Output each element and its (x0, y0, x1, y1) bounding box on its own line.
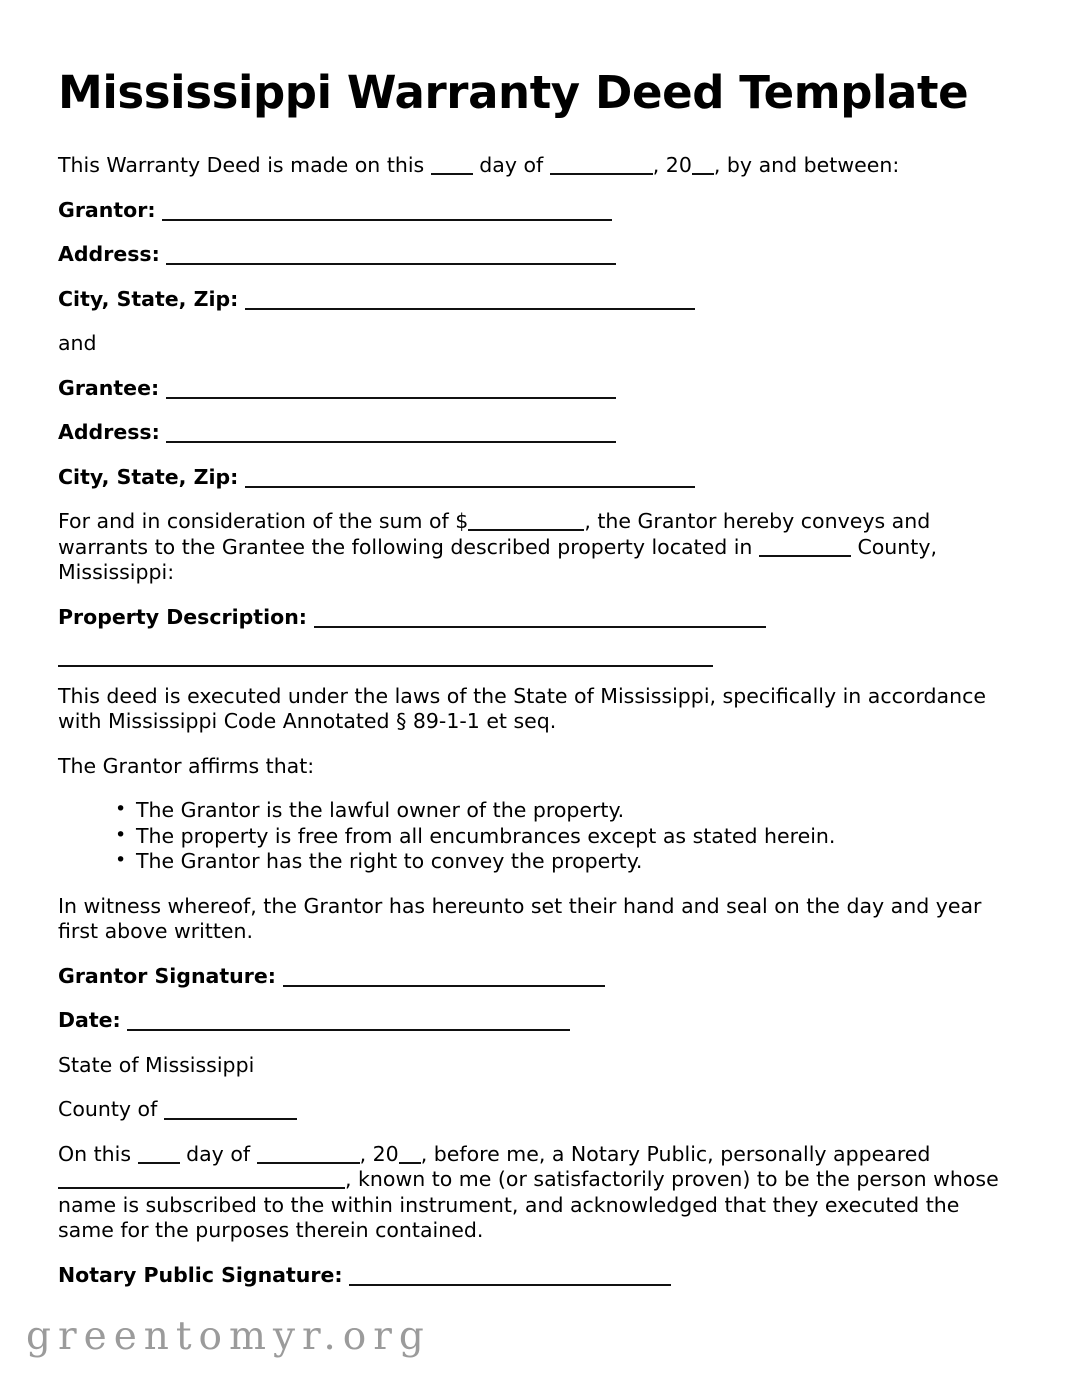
notary-appearer-name-blank[interactable] (58, 1174, 345, 1189)
grantor-city-state-zip-label: City, State, Zip: (58, 286, 239, 311)
county-of-row (58, 1097, 1010, 1123)
grantor-city-state-zip-blank[interactable] (245, 294, 695, 310)
month-blank[interactable] (550, 160, 653, 175)
intro-text-1: This Warranty Deed is made on this (58, 153, 431, 177)
date-label: Date: (58, 1008, 121, 1032)
notary-signature-blank[interactable] (349, 1270, 671, 1286)
grantor-name-label: Grantor: (58, 197, 156, 222)
grantor-signature-row (58, 964, 1010, 990)
sum-blank[interactable] (468, 516, 584, 531)
intro-paragraph (58, 153, 1010, 179)
date-row (58, 1008, 1010, 1034)
year-blank[interactable] (692, 160, 714, 175)
list-item: • The property is free from all encumbrances except as stated herein. (115, 824, 1010, 850)
grantee-city-state-zip-row (58, 465, 1010, 491)
grantee-address-blank[interactable] (166, 427, 616, 443)
list-item: • The Grantor is the lawful owner of the property. (115, 798, 1010, 824)
notary-signature-row (58, 1263, 1010, 1289)
list-item: • The Grantor has the right to convey the property. (115, 849, 1010, 875)
governing-law-paragraph: This deed is executed under the laws of the State of Mississippi, specifically in accordance with Mississippi Code Annotated § 89-1-1 et seq. (58, 683, 986, 733)
affirmation-intro: The Grantor affirms that: (58, 753, 315, 778)
ack-text-2: day of (179, 1141, 257, 1166)
grantor-address-blank[interactable] (166, 249, 616, 265)
grantor-signature-label: Grantor Signature: (58, 963, 276, 988)
grantee-city-state-zip-blank[interactable] (245, 472, 695, 488)
grantor-address-row (58, 242, 1010, 268)
date-blank[interactable] (127, 1015, 570, 1031)
notary-day-blank[interactable] (138, 1149, 180, 1164)
property-description-row-2 (58, 644, 1010, 670)
county-of-blank[interactable] (164, 1104, 297, 1120)
document-body (58, 0, 1010, 1288)
notary-signature-label: Notary Public Signature: (58, 1262, 343, 1287)
property-description-label: Property Description: (58, 604, 307, 629)
consideration-text-1: For and in consideration of the sum of $ (58, 509, 469, 533)
site-watermark: greentomyr.org (26, 1314, 431, 1359)
page-title: Mississippi Warranty Deed Template (58, 66, 969, 119)
consideration-paragraph (58, 509, 1010, 586)
county-blank[interactable] (759, 542, 851, 557)
grantee-name-row (58, 376, 1010, 402)
notary-month-blank[interactable] (257, 1149, 360, 1164)
property-description-blank-2[interactable] (58, 651, 713, 667)
property-description-row (58, 605, 1010, 631)
grantee-address-row (58, 420, 1010, 446)
grantee-city-state-zip-label: City, State, Zip: (58, 464, 239, 489)
grantor-name-row (58, 198, 1010, 224)
consideration-text-2: , the Grantor hereby conveys and warrants to the Grantee the following described property located in (58, 509, 931, 559)
grantor-signature-blank[interactable] (283, 971, 605, 987)
intro-text-2: day of (472, 153, 550, 177)
property-description-blank[interactable] (314, 612, 766, 628)
ack-text-4: , before me, a Notary Public, personally appeared (420, 1141, 931, 1166)
intro-text-3: , 20 (652, 153, 692, 177)
ack-text-1: On this (58, 1141, 138, 1166)
grantee-name-label: Grantee: (58, 375, 160, 400)
grantee-name-blank[interactable] (166, 383, 616, 399)
witness-clause-paragraph: In witness whereof, the Grantor has hereunto set their hand and seal on the day and year first above written. (58, 893, 982, 943)
state-line: State of Mississippi (58, 1052, 255, 1077)
notary-acknowledgement-paragraph (58, 1142, 1010, 1244)
affirmations-list (58, 798, 1010, 875)
day-blank[interactable] (431, 160, 473, 175)
grantor-name-blank[interactable] (162, 205, 612, 221)
grantor-city-state-zip-row (58, 287, 1010, 313)
grantor-address-label: Address: (58, 242, 160, 266)
notary-year-blank[interactable] (399, 1149, 421, 1164)
ack-text-3: , 20 (359, 1141, 399, 1166)
grantee-address-label: Address: (58, 420, 160, 444)
conjunction-and: and (58, 331, 97, 355)
county-of-label: County of (58, 1097, 164, 1121)
consideration-text-3: County, Mississippi: (58, 534, 937, 584)
ack-text-5: , known to me (or satisfactorily proven) to be the person whose name is subscribed to the within instrument, and acknowledged that they executed the same for the purposes therein contained. (58, 1167, 999, 1242)
intro-text-4: , by and between: (713, 153, 900, 177)
